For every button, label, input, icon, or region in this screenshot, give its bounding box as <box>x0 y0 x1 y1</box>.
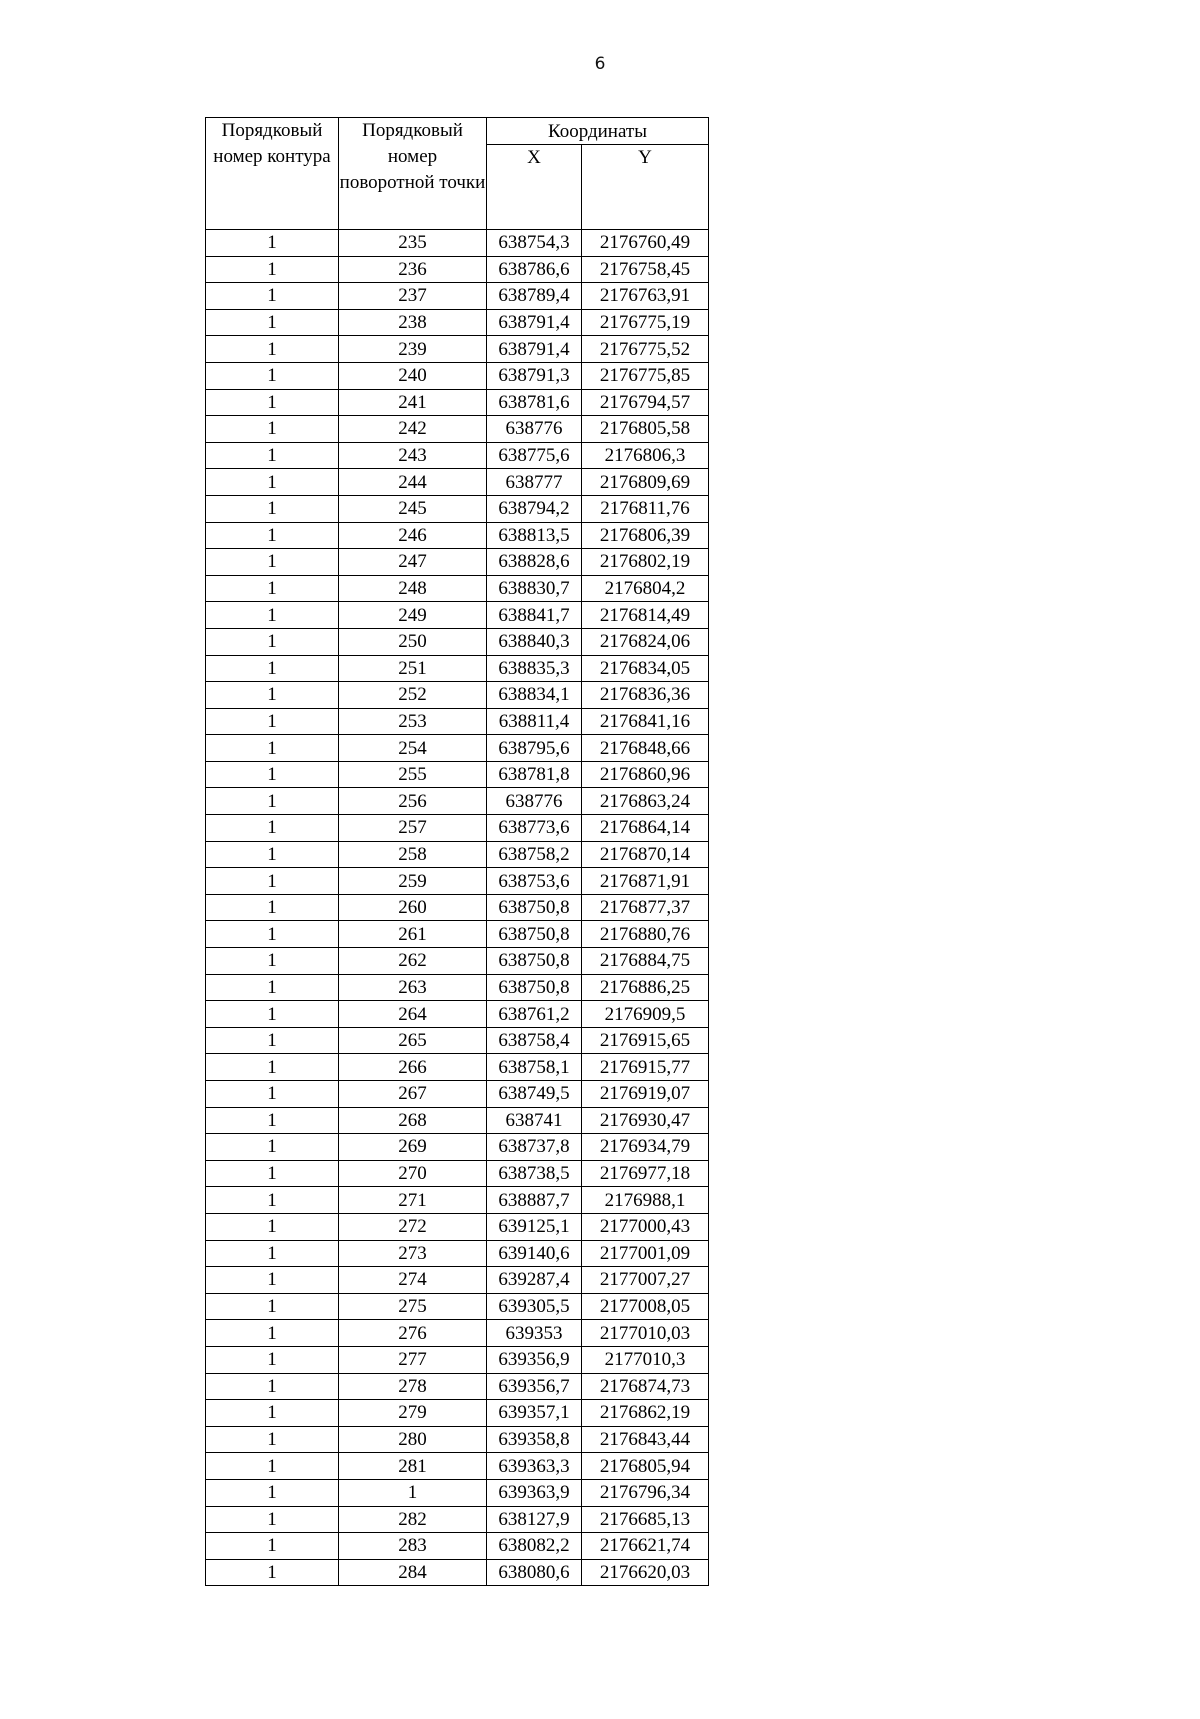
cell-x: 639140,6 <box>487 1240 582 1267</box>
table-row <box>206 841 709 868</box>
table-row <box>206 575 709 602</box>
cell-contour-number: 1 <box>206 682 339 709</box>
cell-contour-number: 1 <box>206 761 339 788</box>
cell-x: 638127,9 <box>487 1506 582 1533</box>
cell-contour-number: 1 <box>206 469 339 496</box>
cell-x: 638811,4 <box>487 708 582 735</box>
table-row <box>206 1293 709 1320</box>
table-row <box>206 1267 709 1294</box>
cell-contour-number: 1 <box>206 1267 339 1294</box>
cell-point-number: 246 <box>339 522 487 549</box>
table-row <box>206 1001 709 1028</box>
cell-x: 638776 <box>487 788 582 815</box>
table-row <box>206 1533 709 1560</box>
table-row <box>206 1373 709 1400</box>
cell-contour-number: 1 <box>206 1107 339 1134</box>
cell-y: 2176934,79 <box>582 1134 709 1161</box>
cell-x: 638754,3 <box>487 230 582 257</box>
cell-point-number: 272 <box>339 1213 487 1240</box>
cell-contour-number: 1 <box>206 841 339 868</box>
cell-contour-number: 1 <box>206 788 339 815</box>
cell-point-number: 236 <box>339 256 487 283</box>
cell-y: 2176930,47 <box>582 1107 709 1134</box>
table-row <box>206 682 709 709</box>
cell-y: 2176794,57 <box>582 389 709 416</box>
table-row <box>206 1400 709 1427</box>
cell-contour-number: 1 <box>206 283 339 310</box>
cell-point-number: 258 <box>339 841 487 868</box>
cell-y: 2176806,39 <box>582 522 709 549</box>
cell-x: 638828,6 <box>487 549 582 576</box>
cell-y: 2176919,07 <box>582 1081 709 1108</box>
cell-y: 2176870,14 <box>582 841 709 868</box>
cell-contour-number: 1 <box>206 389 339 416</box>
cell-contour-number: 1 <box>206 1559 339 1586</box>
cell-y: 2176806,3 <box>582 442 709 469</box>
cell-y: 2176909,5 <box>582 1001 709 1028</box>
header-y: Y <box>582 145 709 230</box>
cell-y: 2177008,05 <box>582 1293 709 1320</box>
table-row <box>206 309 709 336</box>
table-row <box>206 1453 709 1480</box>
cell-contour-number: 1 <box>206 602 339 629</box>
table-row <box>206 1346 709 1373</box>
cell-point-number: 1 <box>339 1479 487 1506</box>
table-row <box>206 761 709 788</box>
cell-contour-number: 1 <box>206 1027 339 1054</box>
cell-contour-number: 1 <box>206 735 339 762</box>
cell-x: 638840,3 <box>487 628 582 655</box>
cell-point-number: 253 <box>339 708 487 735</box>
table-row <box>206 389 709 416</box>
cell-x: 639125,1 <box>487 1213 582 1240</box>
cell-x: 639363,3 <box>487 1453 582 1480</box>
cell-contour-number: 1 <box>206 974 339 1001</box>
table-row <box>206 283 709 310</box>
cell-point-number: 282 <box>339 1506 487 1533</box>
cell-point-number: 275 <box>339 1293 487 1320</box>
cell-y: 2176871,91 <box>582 868 709 895</box>
table-row <box>206 788 709 815</box>
table-row <box>206 1240 709 1267</box>
table-row <box>206 1134 709 1161</box>
cell-point-number: 277 <box>339 1346 487 1373</box>
cell-x: 638750,8 <box>487 921 582 948</box>
cell-point-number: 254 <box>339 735 487 762</box>
cell-point-number: 268 <box>339 1107 487 1134</box>
cell-point-number: 264 <box>339 1001 487 1028</box>
table-row <box>206 974 709 1001</box>
cell-x: 639287,4 <box>487 1267 582 1294</box>
cell-contour-number: 1 <box>206 230 339 257</box>
cell-contour-number: 1 <box>206 1320 339 1347</box>
cell-point-number: 250 <box>339 628 487 655</box>
cell-x: 639305,5 <box>487 1293 582 1320</box>
cell-x: 638080,6 <box>487 1559 582 1586</box>
cell-contour-number: 1 <box>206 336 339 363</box>
cell-contour-number: 1 <box>206 256 339 283</box>
table-row <box>206 256 709 283</box>
header-point-number: Порядковый номер поворотной точки <box>339 118 487 230</box>
cell-point-number: 284 <box>339 1559 487 1586</box>
cell-x: 638775,6 <box>487 442 582 469</box>
cell-x: 638781,8 <box>487 761 582 788</box>
cell-contour-number: 1 <box>206 1506 339 1533</box>
cell-y: 2176915,65 <box>582 1027 709 1054</box>
cell-contour-number: 1 <box>206 1293 339 1320</box>
cell-y: 2176863,24 <box>582 788 709 815</box>
cell-y: 2176802,19 <box>582 549 709 576</box>
cell-y: 2176805,94 <box>582 1453 709 1480</box>
cell-contour-number: 1 <box>206 894 339 921</box>
header-contour-number: Порядковый номер контура <box>206 118 339 230</box>
cell-contour-number: 1 <box>206 1134 339 1161</box>
cell-contour-number: 1 <box>206 921 339 948</box>
cell-contour-number: 1 <box>206 1213 339 1240</box>
cell-x: 638830,7 <box>487 575 582 602</box>
table-row <box>206 495 709 522</box>
cell-point-number: 239 <box>339 336 487 363</box>
cell-point-number: 278 <box>339 1373 487 1400</box>
cell-contour-number: 1 <box>206 575 339 602</box>
cell-y: 2176811,76 <box>582 495 709 522</box>
cell-point-number: 265 <box>339 1027 487 1054</box>
cell-y: 2176860,96 <box>582 761 709 788</box>
table-row <box>206 1081 709 1108</box>
page-number: 6 <box>594 54 606 74</box>
cell-y: 2176915,77 <box>582 1054 709 1081</box>
table-row <box>206 549 709 576</box>
cell-contour-number: 1 <box>206 655 339 682</box>
cell-y: 2176621,74 <box>582 1533 709 1560</box>
cell-y: 2176775,85 <box>582 362 709 389</box>
cell-y: 2177000,43 <box>582 1213 709 1240</box>
cell-point-number: 256 <box>339 788 487 815</box>
cell-contour-number: 1 <box>206 309 339 336</box>
table-row <box>206 1160 709 1187</box>
coordinates-table <box>205 117 709 1586</box>
cell-contour-number: 1 <box>206 442 339 469</box>
table-row <box>206 894 709 921</box>
table-row <box>206 735 709 762</box>
cell-point-number: 257 <box>339 815 487 842</box>
cell-contour-number: 1 <box>206 1187 339 1214</box>
cell-y: 2177007,27 <box>582 1267 709 1294</box>
cell-point-number: 237 <box>339 283 487 310</box>
cell-y: 2177010,3 <box>582 1346 709 1373</box>
cell-x: 638758,4 <box>487 1027 582 1054</box>
table-row <box>206 1559 709 1586</box>
table-row <box>206 336 709 363</box>
cell-point-number: 271 <box>339 1187 487 1214</box>
table-row <box>206 628 709 655</box>
cell-contour-number: 1 <box>206 416 339 443</box>
cell-y: 2176814,49 <box>582 602 709 629</box>
cell-x: 638738,5 <box>487 1160 582 1187</box>
cell-contour-number: 1 <box>206 1426 339 1453</box>
cell-x: 639363,9 <box>487 1479 582 1506</box>
cell-y: 2176848,66 <box>582 735 709 762</box>
cell-contour-number: 1 <box>206 868 339 895</box>
table-row <box>206 230 709 257</box>
table-row <box>206 602 709 629</box>
cell-point-number: 262 <box>339 948 487 975</box>
header-x: X <box>487 145 582 230</box>
table-row <box>206 1479 709 1506</box>
cell-point-number: 243 <box>339 442 487 469</box>
cell-y: 2176804,2 <box>582 575 709 602</box>
table-row <box>206 416 709 443</box>
cell-point-number: 245 <box>339 495 487 522</box>
cell-x: 638789,4 <box>487 283 582 310</box>
table-row <box>206 362 709 389</box>
table-row <box>206 921 709 948</box>
cell-point-number: 274 <box>339 1267 487 1294</box>
cell-x: 638791,3 <box>487 362 582 389</box>
cell-point-number: 279 <box>339 1400 487 1427</box>
cell-point-number: 252 <box>339 682 487 709</box>
cell-x: 638741 <box>487 1107 582 1134</box>
cell-y: 2176874,73 <box>582 1373 709 1400</box>
cell-x: 638750,8 <box>487 974 582 1001</box>
table-row <box>206 1213 709 1240</box>
cell-x: 638835,3 <box>487 655 582 682</box>
cell-x: 638786,6 <box>487 256 582 283</box>
cell-point-number: 260 <box>339 894 487 921</box>
cell-contour-number: 1 <box>206 1081 339 1108</box>
cell-point-number: 235 <box>339 230 487 257</box>
cell-contour-number: 1 <box>206 1533 339 1560</box>
cell-y: 2176775,19 <box>582 309 709 336</box>
cell-contour-number: 1 <box>206 815 339 842</box>
cell-x: 639358,8 <box>487 1426 582 1453</box>
cell-x: 638791,4 <box>487 336 582 363</box>
table-row <box>206 1320 709 1347</box>
cell-y: 2176877,37 <box>582 894 709 921</box>
cell-x: 638750,8 <box>487 948 582 975</box>
cell-x: 639356,9 <box>487 1346 582 1373</box>
cell-contour-number: 1 <box>206 708 339 735</box>
cell-x: 638781,6 <box>487 389 582 416</box>
cell-y: 2176864,14 <box>582 815 709 842</box>
cell-x: 639357,1 <box>487 1400 582 1427</box>
cell-contour-number: 1 <box>206 1160 339 1187</box>
cell-y: 2176880,76 <box>582 921 709 948</box>
cell-y: 2176805,58 <box>582 416 709 443</box>
table-row <box>206 522 709 549</box>
cell-contour-number: 1 <box>206 549 339 576</box>
cell-x: 638082,2 <box>487 1533 582 1560</box>
table-row <box>206 442 709 469</box>
cell-contour-number: 1 <box>206 1400 339 1427</box>
cell-y: 2176843,44 <box>582 1426 709 1453</box>
cell-x: 638753,6 <box>487 868 582 895</box>
cell-contour-number: 1 <box>206 522 339 549</box>
cell-x: 638841,7 <box>487 602 582 629</box>
table-row <box>206 1027 709 1054</box>
cell-x: 638813,5 <box>487 522 582 549</box>
cell-y: 2176763,91 <box>582 283 709 310</box>
cell-y: 2176836,36 <box>582 682 709 709</box>
cell-x: 639353 <box>487 1320 582 1347</box>
header-coordinates: Координаты <box>487 118 709 145</box>
cell-point-number: 242 <box>339 416 487 443</box>
cell-y: 2176809,69 <box>582 469 709 496</box>
cell-x: 638887,7 <box>487 1187 582 1214</box>
cell-x: 638773,6 <box>487 815 582 842</box>
cell-y: 2177001,09 <box>582 1240 709 1267</box>
cell-point-number: 266 <box>339 1054 487 1081</box>
cell-contour-number: 1 <box>206 1479 339 1506</box>
cell-contour-number: 1 <box>206 1054 339 1081</box>
cell-point-number: 247 <box>339 549 487 576</box>
cell-y: 2176620,03 <box>582 1559 709 1586</box>
cell-point-number: 248 <box>339 575 487 602</box>
cell-x: 638749,5 <box>487 1081 582 1108</box>
cell-point-number: 261 <box>339 921 487 948</box>
table-row <box>206 1426 709 1453</box>
cell-contour-number: 1 <box>206 495 339 522</box>
table-body <box>206 230 709 1586</box>
table-row <box>206 655 709 682</box>
table-row <box>206 708 709 735</box>
cell-x: 638737,8 <box>487 1134 582 1161</box>
cell-contour-number: 1 <box>206 1453 339 1480</box>
cell-x: 638758,2 <box>487 841 582 868</box>
cell-y: 2176758,45 <box>582 256 709 283</box>
table-row <box>206 815 709 842</box>
cell-x: 639356,7 <box>487 1373 582 1400</box>
table-row <box>206 1506 709 1533</box>
cell-y: 2176886,25 <box>582 974 709 1001</box>
cell-contour-number: 1 <box>206 1346 339 1373</box>
cell-point-number: 281 <box>339 1453 487 1480</box>
cell-y: 2176977,18 <box>582 1160 709 1187</box>
cell-point-number: 259 <box>339 868 487 895</box>
cell-x: 638776 <box>487 416 582 443</box>
cell-x: 638834,1 <box>487 682 582 709</box>
cell-x: 638777 <box>487 469 582 496</box>
cell-point-number: 267 <box>339 1081 487 1108</box>
cell-contour-number: 1 <box>206 362 339 389</box>
cell-y: 2176862,19 <box>582 1400 709 1427</box>
cell-y: 2176884,75 <box>582 948 709 975</box>
cell-contour-number: 1 <box>206 1001 339 1028</box>
cell-point-number: 255 <box>339 761 487 788</box>
cell-y: 2176796,34 <box>582 1479 709 1506</box>
cell-point-number: 270 <box>339 1160 487 1187</box>
cell-y: 2176824,06 <box>582 628 709 655</box>
cell-point-number: 251 <box>339 655 487 682</box>
cell-point-number: 276 <box>339 1320 487 1347</box>
cell-point-number: 263 <box>339 974 487 1001</box>
cell-point-number: 238 <box>339 309 487 336</box>
cell-y: 2177010,03 <box>582 1320 709 1347</box>
cell-contour-number: 1 <box>206 1240 339 1267</box>
table-row <box>206 868 709 895</box>
cell-x: 638794,2 <box>487 495 582 522</box>
cell-x: 638761,2 <box>487 1001 582 1028</box>
cell-contour-number: 1 <box>206 628 339 655</box>
cell-y: 2176685,13 <box>582 1506 709 1533</box>
cell-x: 638750,8 <box>487 894 582 921</box>
table-row <box>206 469 709 496</box>
cell-y: 2176834,05 <box>582 655 709 682</box>
cell-x: 638795,6 <box>487 735 582 762</box>
cell-y: 2176775,52 <box>582 336 709 363</box>
cell-contour-number: 1 <box>206 948 339 975</box>
cell-y: 2176841,16 <box>582 708 709 735</box>
cell-point-number: 273 <box>339 1240 487 1267</box>
cell-point-number: 269 <box>339 1134 487 1161</box>
table-row <box>206 1107 709 1134</box>
cell-point-number: 241 <box>339 389 487 416</box>
table-row <box>206 948 709 975</box>
cell-x: 638758,1 <box>487 1054 582 1081</box>
table-row <box>206 1054 709 1081</box>
table-row <box>206 1187 709 1214</box>
cell-point-number: 244 <box>339 469 487 496</box>
cell-y: 2176988,1 <box>582 1187 709 1214</box>
cell-point-number: 280 <box>339 1426 487 1453</box>
cell-point-number: 283 <box>339 1533 487 1560</box>
cell-point-number: 240 <box>339 362 487 389</box>
cell-y: 2176760,49 <box>582 230 709 257</box>
cell-x: 638791,4 <box>487 309 582 336</box>
cell-contour-number: 1 <box>206 1373 339 1400</box>
cell-point-number: 249 <box>339 602 487 629</box>
